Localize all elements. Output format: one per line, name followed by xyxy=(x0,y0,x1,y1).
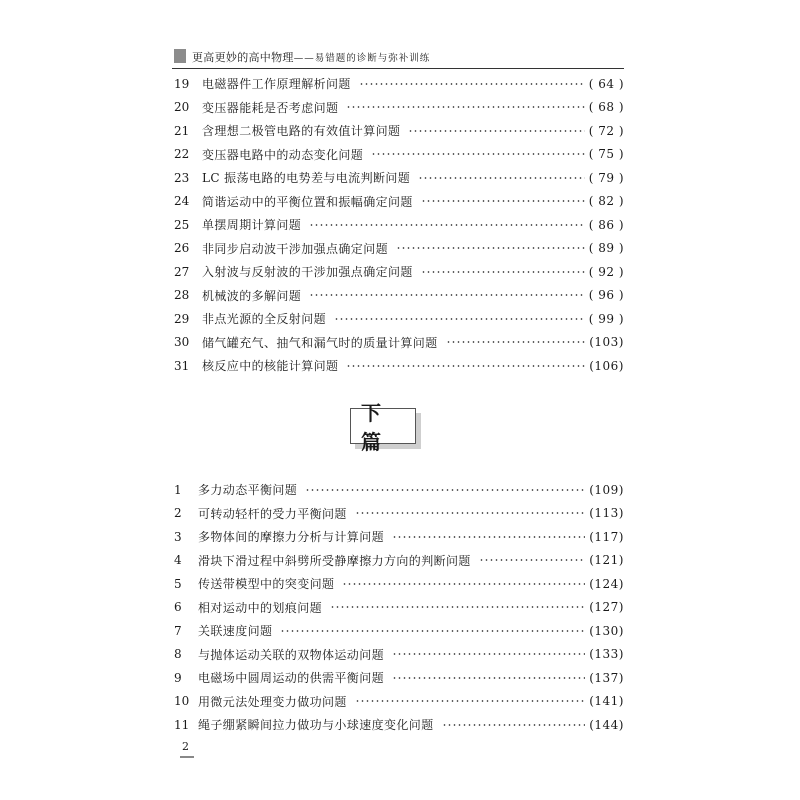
entry-title: 核反应中的核能计算问题 xyxy=(202,359,339,374)
entry-page: (127) xyxy=(589,600,624,615)
entry-title: 多物体间的摩擦力分析与计算问题 xyxy=(198,530,385,545)
entry-number: 23 xyxy=(174,170,190,185)
entry-page: ( 99 ) xyxy=(588,311,624,326)
leader-dots xyxy=(342,581,585,587)
entry-number: 25 xyxy=(174,217,190,232)
entry-number: 27 xyxy=(174,264,190,279)
entry-number: 22 xyxy=(174,147,190,162)
toc-entry[interactable] xyxy=(174,478,624,502)
leader-dots xyxy=(346,363,585,369)
toc-entry[interactable] xyxy=(174,549,624,573)
entry-number: 30 xyxy=(174,335,190,350)
section-banner xyxy=(350,401,418,454)
entry-title: 用微元法处理变力做功问题 xyxy=(198,694,347,709)
entry-title: 变压器电路中的动态变化问题 xyxy=(202,147,364,162)
leader-dots xyxy=(418,175,585,181)
entry-page: ( 86 ) xyxy=(588,217,624,232)
entry-page: ( 68 ) xyxy=(588,100,624,115)
leader-dots xyxy=(355,510,585,516)
leader-dots xyxy=(392,675,585,681)
toc-entry[interactable] xyxy=(174,307,624,331)
entry-page: (124) xyxy=(589,576,624,591)
toc-entry[interactable] xyxy=(174,119,624,143)
entry-title: 单摆周期计算问题 xyxy=(202,218,302,233)
entry-page: (130) xyxy=(589,623,624,638)
toc-entry[interactable] xyxy=(174,143,624,167)
entry-number: 11 xyxy=(174,717,190,732)
entry-number: 8 xyxy=(174,647,182,662)
leader-dots xyxy=(479,557,585,563)
entry-number: 5 xyxy=(174,576,182,591)
toc-lower-list xyxy=(174,478,624,737)
leader-dots xyxy=(309,292,585,298)
entry-number: 10 xyxy=(174,694,190,709)
entry-number: 1 xyxy=(174,482,182,497)
entry-number: 24 xyxy=(174,194,190,209)
entry-page: ( 92 ) xyxy=(588,264,624,279)
page-number: 2 xyxy=(182,740,189,753)
toc-entry[interactable] xyxy=(174,666,624,690)
toc-entry[interactable] xyxy=(174,354,624,378)
leader-dots xyxy=(421,198,585,204)
entry-title: 相对运动中的划痕问题 xyxy=(198,600,323,615)
toc-entry[interactable] xyxy=(174,96,624,120)
entry-number: 26 xyxy=(174,241,190,256)
toc-entry[interactable] xyxy=(174,166,624,190)
entry-number: 19 xyxy=(174,76,190,91)
toc-entry[interactable] xyxy=(174,619,624,643)
page-number-rule xyxy=(180,756,194,758)
entry-page: ( 89 ) xyxy=(588,241,624,256)
entry-page: ( 79 ) xyxy=(588,170,624,185)
entry-page: ( 75 ) xyxy=(588,147,624,162)
toc-entry[interactable] xyxy=(174,596,624,620)
leader-dots xyxy=(346,104,584,110)
toc-entry[interactable] xyxy=(174,213,624,237)
entry-page: (141) xyxy=(589,694,624,709)
entry-title: 储气罐充气、抽气和漏气时的质量计算问题 xyxy=(202,335,438,350)
entry-title: 可转动轻杆的受力平衡问题 xyxy=(198,506,347,521)
entry-number: 28 xyxy=(174,288,190,303)
entry-title: 传送带模型中的突变问题 xyxy=(198,577,335,592)
entry-number: 31 xyxy=(174,358,190,373)
entry-title: 非点光源的全反射问题 xyxy=(202,312,327,327)
entry-title: 关联速度问题 xyxy=(198,624,273,639)
book-title xyxy=(192,49,430,65)
toc-entry[interactable] xyxy=(174,72,624,96)
leader-dots xyxy=(359,81,585,87)
leader-dots xyxy=(355,698,585,704)
entry-title: 绳子绷紧瞬间拉力做功与小球速度变化问题 xyxy=(198,718,434,733)
leader-dots xyxy=(371,151,585,157)
toc-entry[interactable] xyxy=(174,713,624,737)
running-header xyxy=(172,48,624,69)
entry-title: 电磁场中圆周运动的供需平衡问题 xyxy=(198,671,385,686)
entry-number: 29 xyxy=(174,311,190,326)
book-subtitle: ——易错题的诊断与弥补训练 xyxy=(293,53,431,64)
leader-dots xyxy=(330,604,585,610)
leader-dots xyxy=(396,245,585,251)
entry-page: (133) xyxy=(589,647,624,662)
leader-dots xyxy=(305,487,585,493)
entry-page: ( 96 ) xyxy=(588,288,624,303)
toc-entry[interactable] xyxy=(174,331,624,355)
entry-number: 2 xyxy=(174,506,182,521)
leader-dots xyxy=(392,651,585,657)
toc-entry[interactable] xyxy=(174,502,624,526)
entry-title: 变压器能耗是否考虑问题 xyxy=(202,100,339,115)
entry-title: 机械波的多解问题 xyxy=(202,288,302,303)
entry-title: LC 振荡电路的电势差与电流判断问题 xyxy=(202,171,411,186)
entry-number: 21 xyxy=(174,123,190,138)
entry-title: 非同步启动波干涉加强点确定问题 xyxy=(202,241,389,256)
toc-entry[interactable] xyxy=(174,190,624,214)
entry-number: 3 xyxy=(174,529,182,544)
entry-page: (109) xyxy=(589,482,624,497)
entry-title: 与抛体运动关联的双物体运动问题 xyxy=(198,647,385,662)
entry-page: (117) xyxy=(589,529,624,544)
toc-entry[interactable] xyxy=(174,643,624,667)
entry-page: ( 72 ) xyxy=(588,123,624,138)
toc-entry[interactable] xyxy=(174,525,624,549)
toc-entry[interactable] xyxy=(174,572,624,596)
entry-title: 电磁器件工作原理解析问题 xyxy=(202,77,351,92)
entry-page: (144) xyxy=(589,717,624,732)
entry-title: 多力动态平衡问题 xyxy=(198,483,298,498)
section-title: 下篇 xyxy=(361,401,391,454)
entry-page: ( 82 ) xyxy=(588,194,624,209)
entry-number: 7 xyxy=(174,623,182,638)
entry-number: 20 xyxy=(174,100,190,115)
entry-title: 简谐运动中的平衡位置和振幅确定问题 xyxy=(202,194,413,209)
entry-page: ( 64 ) xyxy=(588,76,624,91)
entry-number: 6 xyxy=(174,600,182,615)
entry-title: 含理想二极管电路的有效值计算问题 xyxy=(202,124,401,139)
leader-dots xyxy=(442,722,586,728)
entry-title: 滑块下滑过程中斜劈所受静摩擦力方向的判断问题 xyxy=(198,553,471,568)
leader-dots xyxy=(408,128,584,134)
entry-page: (106) xyxy=(589,358,624,373)
leader-dots xyxy=(446,339,586,345)
header-mark-icon xyxy=(174,49,186,63)
entry-page: (121) xyxy=(589,553,624,568)
book-title-main: 更高更妙的高中物理 xyxy=(192,51,294,64)
entry-page: (137) xyxy=(589,670,624,685)
entry-title: 入射波与反射波的干涉加强点确定问题 xyxy=(202,265,413,280)
banner-box xyxy=(350,401,416,454)
toc-upper-list xyxy=(174,72,624,378)
toc-entry[interactable] xyxy=(174,237,624,261)
leader-dots xyxy=(280,628,585,634)
entry-number: 4 xyxy=(174,553,182,568)
entry-page: (103) xyxy=(589,335,624,350)
toc-entry[interactable] xyxy=(174,284,624,308)
leader-dots xyxy=(334,316,585,322)
entry-page: (113) xyxy=(589,506,624,521)
leader-dots xyxy=(309,222,585,228)
entry-number: 9 xyxy=(174,670,182,685)
toc-entry[interactable] xyxy=(174,260,624,284)
leader-dots xyxy=(392,534,585,540)
toc-entry[interactable] xyxy=(174,690,624,714)
leader-dots xyxy=(421,269,585,275)
